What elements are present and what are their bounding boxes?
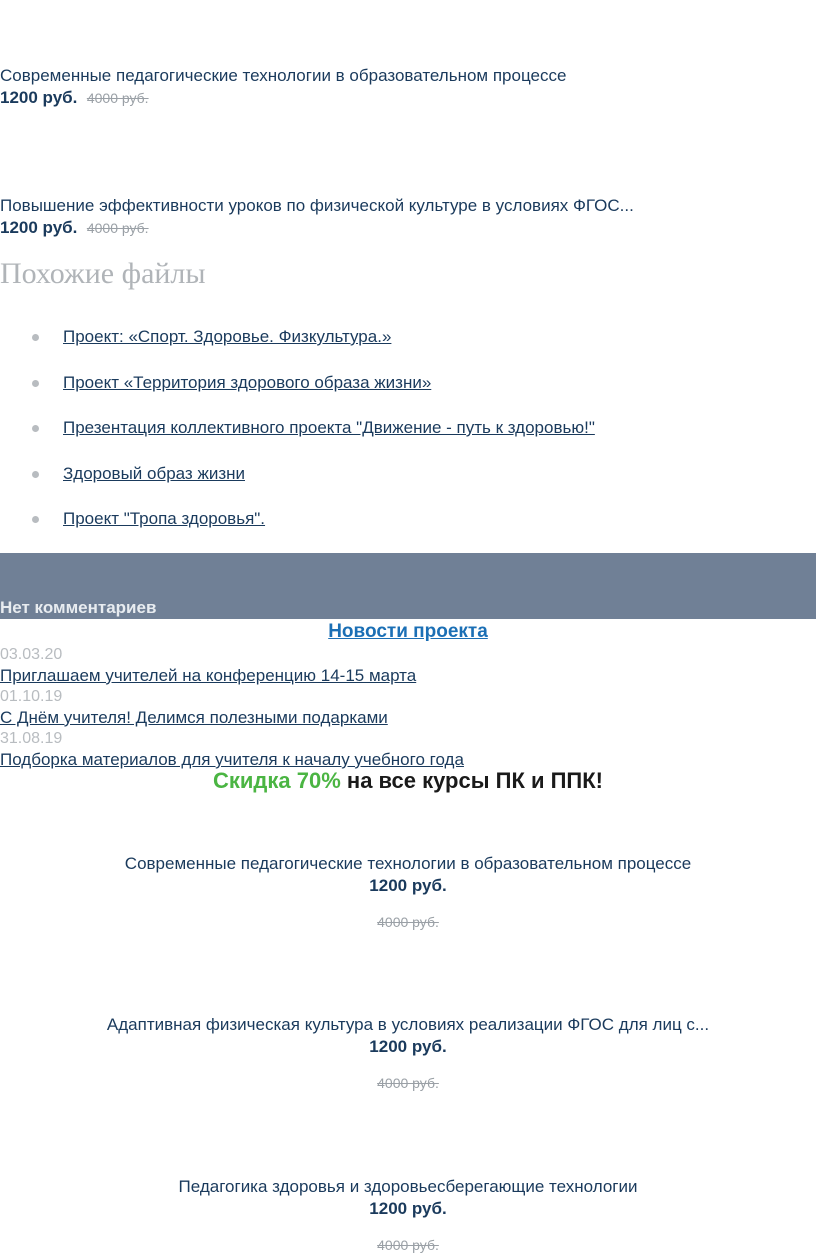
course-card-top-2[interactable] [0,196,634,238]
course-old-price: 4000 руб. [377,1075,439,1091]
news-link[interactable]: Подборка материалов для учителя к началу учебного года [0,749,464,769]
similar-file-link[interactable]: Проект "Тропа здоровья". [63,509,266,528]
list-item [0,405,816,451]
news-date: 03.03.20 [0,646,63,663]
similar-file-link[interactable]: Проект: «Спорт. Здоровье. Физкультура.» [63,327,392,346]
similar-file-link[interactable]: Здоровый образ жизни [63,463,245,483]
similar-files-heading: Похожие файлы [0,257,206,290]
course-price: 1200 руб. [369,1037,447,1056]
promo-banner[interactable] [0,768,816,794]
course-title[interactable]: Адаптивная физическая культура в условиях реализации ФГОС для лиц с... [106,1015,710,1034]
news-date: 31.08.19 [0,730,63,748]
course-title[interactable]: Современные педагогические технологии в образовательном процессе [124,854,692,873]
course-card-bottom-3[interactable] [0,1177,816,1253]
course-price: 1200 руб. [0,88,78,107]
course-old-price: 4000 руб. [86,220,149,236]
list-item [0,314,816,360]
promo-discount: Скидка 70% [213,768,341,793]
promo-text: на все курсы ПК и ППК! [346,768,603,793]
course-card-bottom-2[interactable] [0,1015,816,1091]
similar-file-link[interactable]: Презентация коллективного проекта "Движение - путь к здоровью!" [63,418,595,437]
news-link[interactable]: С Днём учителя! Делимся полезными подарками [0,707,388,727]
course-old-price: 4000 руб. [377,914,439,930]
news-heading[interactable]: Новости проекта [328,621,488,642]
course-card-bottom-1[interactable] [0,854,816,930]
course-old-price: 4000 руб. [86,90,149,106]
comments-section [0,553,816,619]
comments-label: Нет комментариев [0,598,157,617]
similar-file-link[interactable]: Проект «Территория здорового образа жизни» [63,372,432,392]
bullet-icon [32,380,39,387]
bullet-icon [32,516,39,523]
bullet-icon [32,425,39,432]
bullet-icon [32,471,39,478]
news-list [0,645,464,772]
course-old-price: 4000 руб. [377,1237,439,1253]
news-date: 01.10.19 [0,688,63,706]
course-title[interactable]: Повышение эффективности уроков по физической культуре в условиях ФГОС... [0,196,634,215]
course-title[interactable]: Педагогика здоровья и здоровьесберегающие технологии [178,1177,638,1196]
course-card-top-1[interactable] [0,66,566,108]
list-item [0,496,816,542]
news-link[interactable]: Приглашаем учителей на конференцию 14-15 марта [0,665,417,685]
course-title[interactable]: Современные педагогические технологии в образовательном процессе [0,66,567,85]
list-item [0,360,816,406]
course-price: 1200 руб. [369,1199,447,1218]
similar-files-list [0,314,816,542]
list-item [0,451,816,497]
course-price: 1200 руб. [0,218,78,237]
bullet-icon [32,334,39,341]
course-price: 1200 руб. [369,876,447,895]
